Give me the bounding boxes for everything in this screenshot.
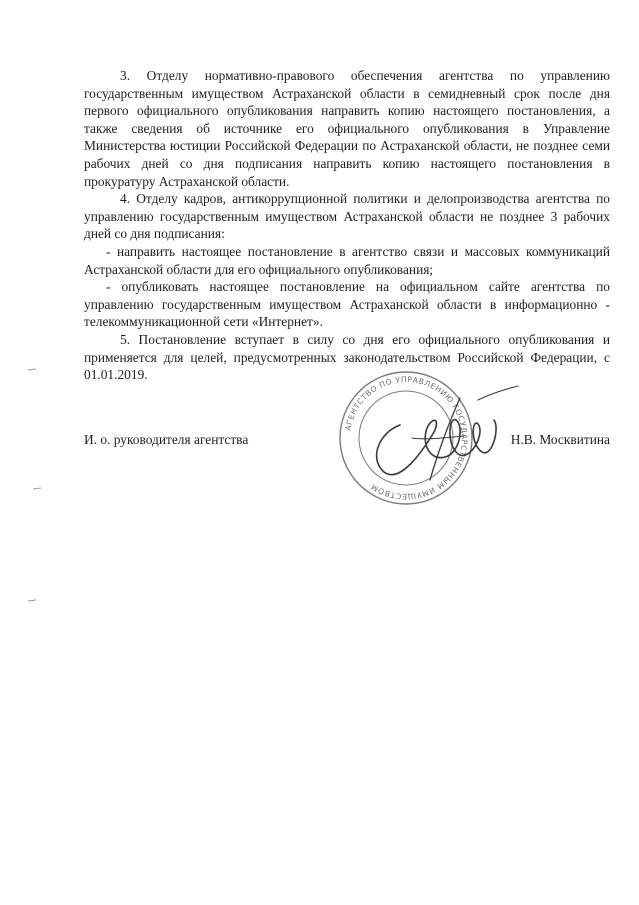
svg-text:АГЕНТСТВО ПО УПРАВЛЕНИЮ ГОСУДА: АГЕНТСТВО ПО УПРАВЛЕНИЮ ГОСУДАРСТВЕННЫМ ИМУЩЕСТВОМ [343, 374, 470, 502]
signer-name: Н.В. Москвитина [510, 432, 610, 447]
paragraph-3: 3. Отделу нормативно-правового обеспечения агентства по управлению государственным имуществом Астраханской области в семидневный срок после дня первого официального опубликования направить копию настоящего постановления, а также сведения об источнике его официального опубликования в Управление Министерства юстиции Российской Федерации по Астраханской области, не позднее семи рабочих дней со дня подписания направить копию настоящего постановления в прокуратуру Астраханской области. [84, 68, 610, 189]
signer-position: И. о. руководителя агентства [84, 432, 249, 447]
margin-scan-mark [27, 596, 37, 604]
paragraph-4-item-2: - опубликовать настоящее постановление на официальном сайте агентства по управлению государственным имуществом Астраханской области в информационно - телекоммуникационной сети «Интернет». [84, 279, 610, 330]
paragraph-5: 5. Постановление вступает в силу со дня его официального опубликования и применяется для целей, предусмотренных законодательством Российской Федерации, с 01.01.2019. [84, 331, 610, 383]
document-body [84, 67, 610, 384]
signature-block [84, 432, 610, 452]
margin-scan-mark [27, 365, 37, 373]
paragraph-4: 4. Отделу кадров, антикоррупционной политики и делопроизводства агентства по управлению государственным имуществом Астраханской области не позднее 3 рабочих дней со дня подписания: [84, 191, 610, 242]
paragraph-4-item-1: - направить настоящее постановление в агентство связи и массовых коммуникаций Астраханской области для его официального опубликования; [84, 243, 610, 277]
margin-scan-mark [32, 484, 42, 492]
